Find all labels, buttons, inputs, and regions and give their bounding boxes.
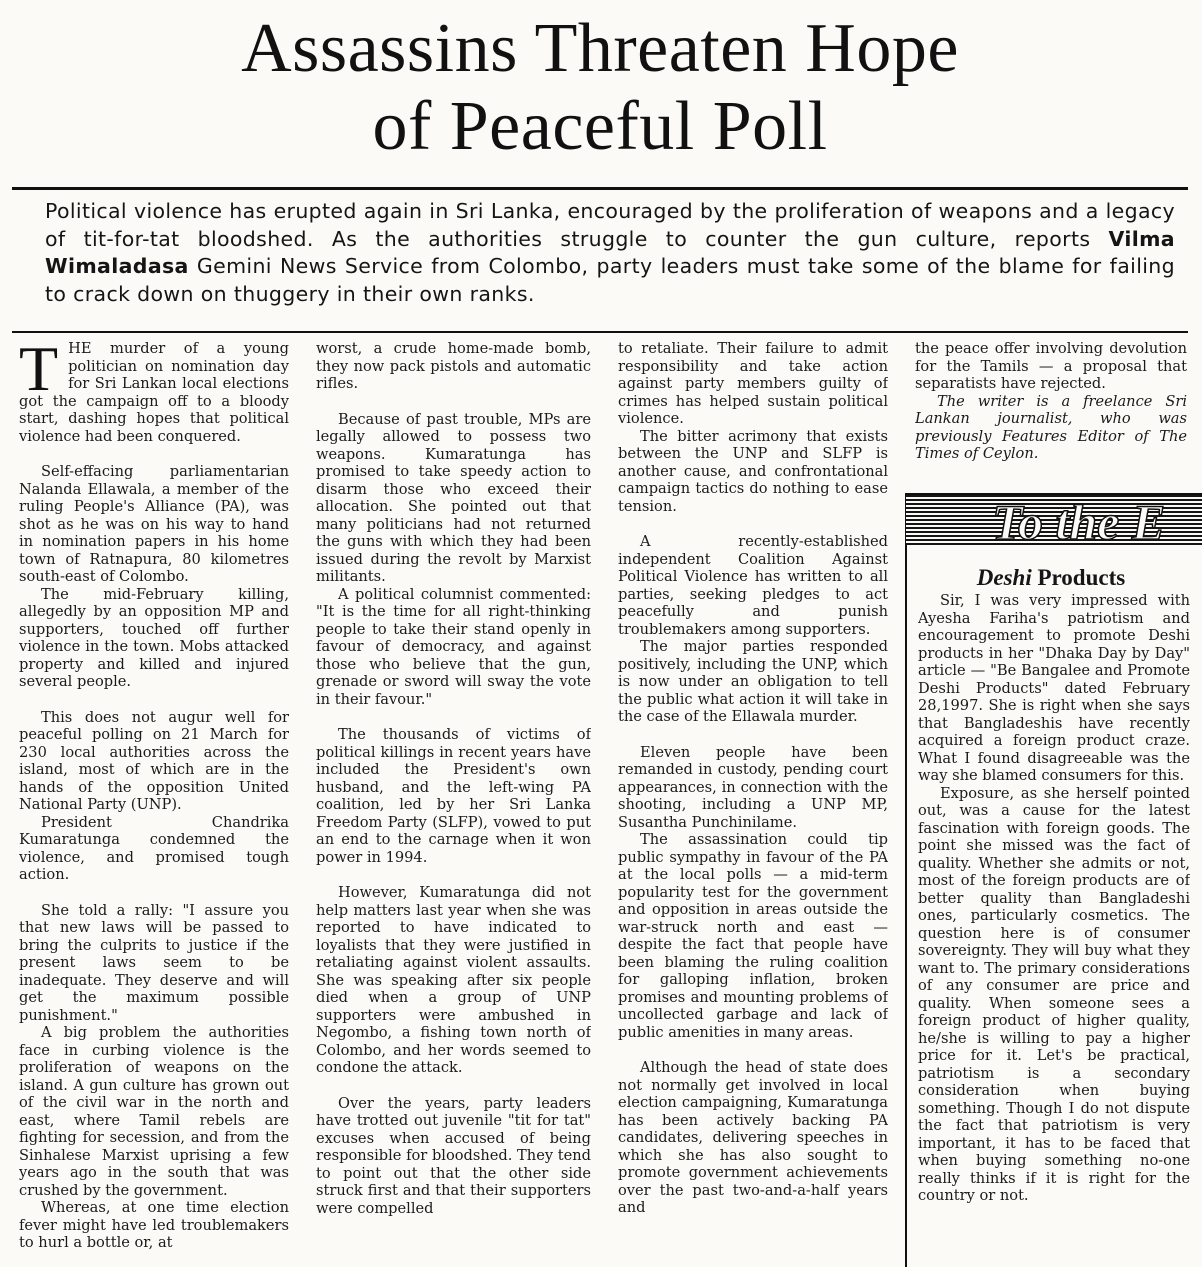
article-paragraph: The bitter acrimony that exists between the UNP and SLFP is another cause, and confrontational campaign tactics do nothing to ease tension.: [618, 427, 888, 515]
article-column-2: [316, 340, 591, 1261]
article-column-3: [618, 340, 888, 1261]
headline-line-2: of Peaceful Poll: [372, 88, 828, 165]
article-paragraph: However, Kumaratunga did not help matters last year when she was reported to have indicated to loyalists that they were justified in retaliating against violent assaults. She was speaking after six people died when a group of UNP supporters were ambushed in Negombo, a fishing town north of Colombo, and her words seemed to condone the attack.: [316, 884, 591, 1076]
letter-body: [918, 592, 1190, 1261]
article-paragraph: Although the head of state does not normally get involved in local election campaigning, Kumaratunga has been actively backing PA candidates, delivering speeches in which she has also sought to promote government achievements over the past two-and-a-half years and: [618, 1059, 888, 1216]
standfirst: [45, 198, 1175, 308]
column-divider: [905, 493, 907, 1267]
article-paragraph: Whereas, at one time election fever might have led troublemakers to hurl a bottle or, at: [19, 1199, 289, 1251]
article-paragraph: The assassination could tip public sympathy in favour of the PA at the local polls — a mid-term popularity test for the government and opposition in areas outside the war-struck north and east — despite the fact that people have been blaming the ruling coalition for galloping inflation, broken promises and mounting problems of uncollected garbage and lack of public amenities in many areas.: [618, 831, 888, 1041]
standfirst-text-1: Political violence has erupted again in Sri Lanka, encouraged by the proliferation of weapons and a legacy of tit-for-tat bloodshed. As the authorities struggle to counter the gun culture, reports: [45, 199, 1175, 251]
letter-paragraph: Exposure, as she herself pointed out, was a cause for the latest fascination with foreign goods. The point she missed was the fact of quality. Whether she admits or not, most of the foreign products are of better quality than Bangladeshi ones, particularly cosmetics. The question here is of consumer sovereignty. They will buy what they want to. The primary considerations of any consumer are price and quality. When someone sees a foreign product of higher quality, he/she is willing to pay a higher price for it. Let's be practical, patriotism is a secondary consideration when buying something. Though I do not dispute the fact that patriotism is very important, it has to be faced that when buying something no-one really thinks if it is right for the country or not.: [918, 784, 1190, 1204]
article-paragraph: Because of past trouble, MPs are legally allowed to possess two weapons. Kumaratunga has promised to take speedy action to disarm those who exceed their allocation. She pointed out that many politicians had not returned the guns with which they had been issued during the revolt by Marxist militants.: [316, 410, 591, 585]
letter-headline: [915, 565, 1187, 591]
standfirst-text-2: Gemini News Service from Colombo, party leaders must take some of the blame for failing to crack down on thuggery in their own ranks.: [45, 254, 1175, 306]
article-paragraph: This does not augur well for peaceful polling on 21 March for 230 local authorities across the island, most of which are in the hands of the opposition United National Party (UNP).: [19, 708, 289, 813]
drop-cap: T: [19, 340, 59, 404]
headline-line-1: Assassins Threaten Hope: [241, 10, 959, 87]
article-paragraph: The major parties responded positively, including the UNP, which is now under an obligation to tell the public what action it will take in the case of the Ellawala murder.: [618, 638, 888, 725]
article-paragraph: [19, 340, 289, 445]
article-paragraph: Self-effacing parliamentarian Nalanda Ellawala, a member of the ruling People's Alliance (PA), was shot as he was on his way to hand in nomination papers in his home town of Ratnapura, 80 kilometres south-east of Colombo.: [19, 463, 289, 585]
article-paragraph: A political columnist commented: "It is the time for all right-thinking people to take their stand openly in favour of democracy, and against those who believe that the gun, grenade or sword will sway the vote in their favour.": [316, 585, 591, 708]
article-paragraph: The thousands of victims of political killings in recent years have included the President's own husband, and the left-wing PA coalition, led by her Sri Lanka Freedom Party (SLFP), vowed to put an end to the carnage when it won power in 1994.: [316, 726, 591, 866]
article-paragraph: worst, a crude home-made bomb, they now pack pistols and automatic rifles.: [316, 340, 591, 392]
article-paragraph: A recently-established independent Coalition Against Political Violence has written to all parties, seeking pledges to act peacefully and punish troublemakers among supporters.: [618, 533, 888, 638]
article-column-4: [915, 340, 1187, 485]
headline-rule: [12, 187, 1188, 190]
letters-section-banner: [906, 493, 1202, 545]
standfirst-rule: [12, 331, 1188, 333]
letter-headline-rest: Products: [1037, 565, 1126, 590]
author-name: Vilma Wimaladasa: [45, 226, 1175, 278]
article-paragraph: She told a rally: "I assure you that new laws will be passed to bring the culprits to justice if the present laws seem to be inadequate. They deserve and will get the maximum possible punishment.": [19, 901, 289, 1024]
article-paragraph: President Chandrika Kumaratunga condemned the violence, and promised tough action.: [19, 813, 289, 883]
article-paragraph: A big problem the authorities face in curbing violence is the proliferation of weapons on the island. A gun culture has grown out of the civil war in the north and east, where Tamil rebels are fighting for secession, and from the Sinhalese Marxist uprising a few years ago in the south that was crushed by the government.: [19, 1024, 289, 1199]
article-paragraph: The mid-February killing, allegedly by an opposition MP and supporters, touched off further violence in the town. Mobs attacked property and killed and injured several people.: [19, 585, 289, 690]
article-text: HE murder of a young politician on nomination day for Sri Lankan local elections got the campaign off to a bloody start, dashing hopes that political violence had been conquered.: [19, 340, 289, 445]
author-byline: The writer is a freelance Sri Lankan journalist, who was previously Features Editor of The Times of Ceylon.: [915, 392, 1187, 462]
article-column-1: [19, 340, 289, 1261]
article-paragraph: to retaliate. Their failure to admit responsibility and take action against party members guilty of crimes has helped sustain political violence.: [618, 340, 888, 427]
article-paragraph: Eleven people have been remanded in custody, pending court appearances, in connection with the shooting, including a UNP MP, Susantha Punchinilame.: [618, 743, 888, 831]
letter-paragraph: Sir, I was very impressed with Ayesha Fariha's patriotism and encouragement to promote Deshi products in her "Dhaka Day by Day" article — "Be Bangalee and Promote Deshi Products" dated February 28,1997. She is right when she says that Bangladeshis have recently acquired a foreign product craze. What I found disagreeable was the way she blamed consumers for this.: [918, 592, 1190, 784]
letter-headline-italic: Deshi: [976, 565, 1032, 590]
article-paragraph: the peace offer involving devolution for the Tamils — a proposal that separatists have rejected.: [915, 340, 1187, 392]
letters-section-title: To the E: [992, 494, 1166, 545]
headline: [12, 10, 1188, 166]
article-paragraph: Over the years, party leaders have trotted out juvenile "tit for tat" excuses when accused of being responsible for bloodshed. They tend to point out that the other side struck first and that their supporters were compelled: [316, 1094, 591, 1217]
